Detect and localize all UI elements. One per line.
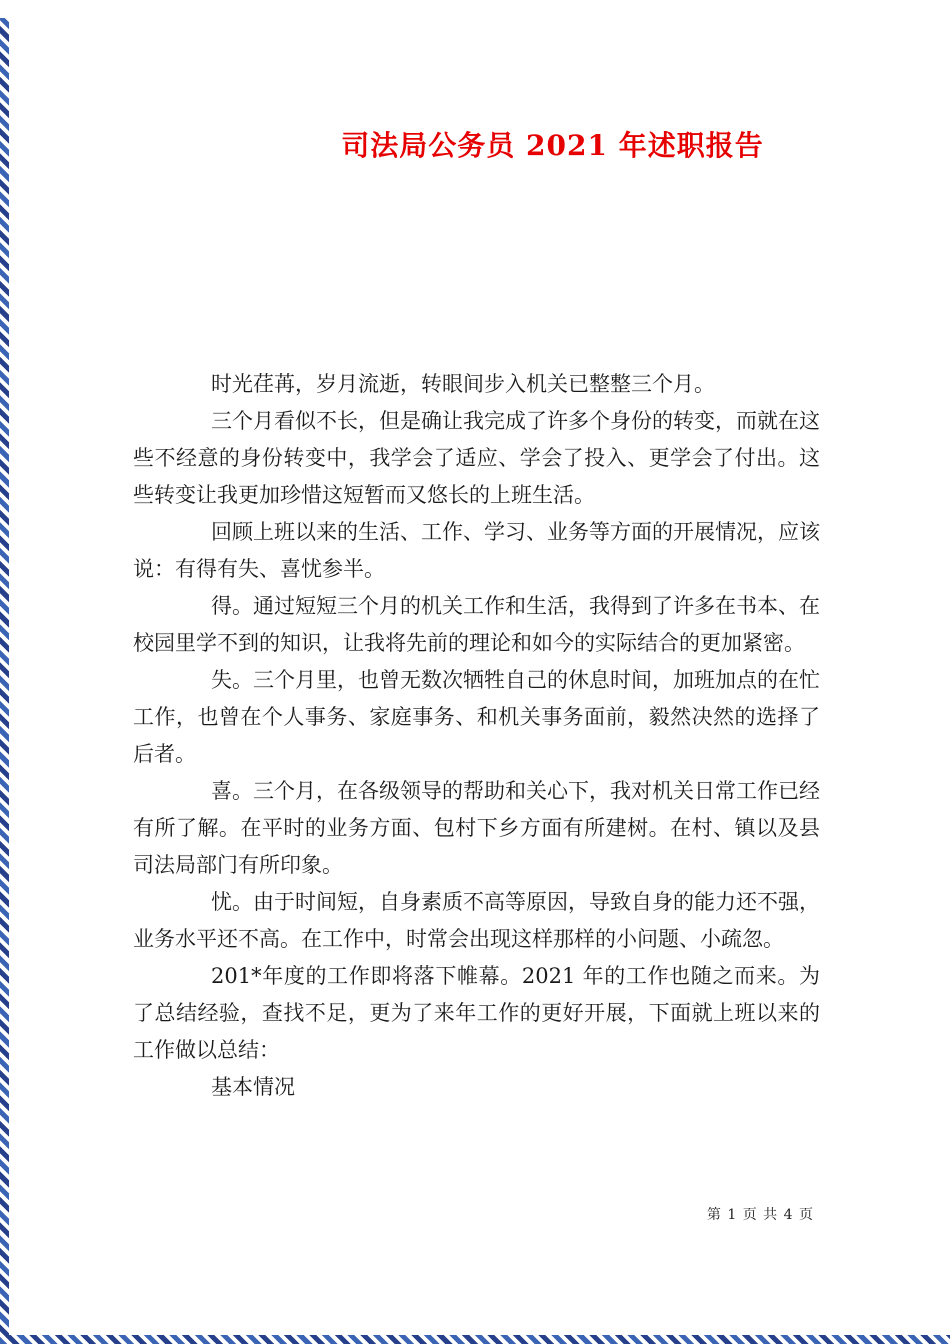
page-border-art-left bbox=[0, 18, 9, 1344]
document-title: 司法局公务员 2021 年述职报告 bbox=[341, 129, 764, 162]
paragraph: 忧。由于时间短，自身素质不高等原因，导致自身的能力还不强，业务水平还不高。在工作中，时常会出现这样那样的小问题、小疏忽。 bbox=[133, 890, 820, 951]
paragraph: 基本情况 bbox=[211, 1075, 295, 1099]
paragraph: 喜。三个月，在各级领导的帮助和关心下，我对机关日常工作已经有所了解。在平时的业务方面、包村下乡方面有所建树。在村、镇以及县司法局部门有所印象。 bbox=[133, 779, 820, 877]
paragraph: 201*年度的工作即将落下帷幕。2021 年的工作也随之而来。为了总结经验，查找不足，更为了来年工作的更好开展，下面就上班以来的工作做以总结： bbox=[133, 964, 820, 1062]
title-body-gap bbox=[0, 164, 950, 366]
paragraph: 三个月看似不长，但是确让我完成了许多个身份的转变，而就在这些不经意的身份转变中，我学会了适应、学会了投入、更学会了付出。这些转变让我更加珍惜这短暂而又悠长的上班生活。 bbox=[133, 409, 820, 507]
paragraph: 得。通过短短三个月的机关工作和生活，我得到了许多在书本、在校园里学不到的知识，让我将先前的理论和如今的实际结合的更加紧密。 bbox=[133, 594, 820, 655]
paragraph: 回顾上班以来的生活、工作、学习、业务等方面的开展情况，应该说：有得有失、喜忧参半。 bbox=[133, 520, 820, 581]
page-border-art-bottom bbox=[0, 1335, 950, 1344]
page-number: 第 1 页 共 4 页 bbox=[706, 1207, 814, 1223]
paragraph: 时光荏苒，岁月流逝，转眼间步入机关已整整三个月。 bbox=[211, 372, 715, 396]
paragraph: 失。三个月里，也曾无数次牺牲自己的休息时间，加班加点的在忙工作，也曾在个人事务、家庭事务、和机关事务面前，毅然决然的选择了后者。 bbox=[133, 668, 820, 766]
document-body bbox=[0, 366, 950, 1106]
